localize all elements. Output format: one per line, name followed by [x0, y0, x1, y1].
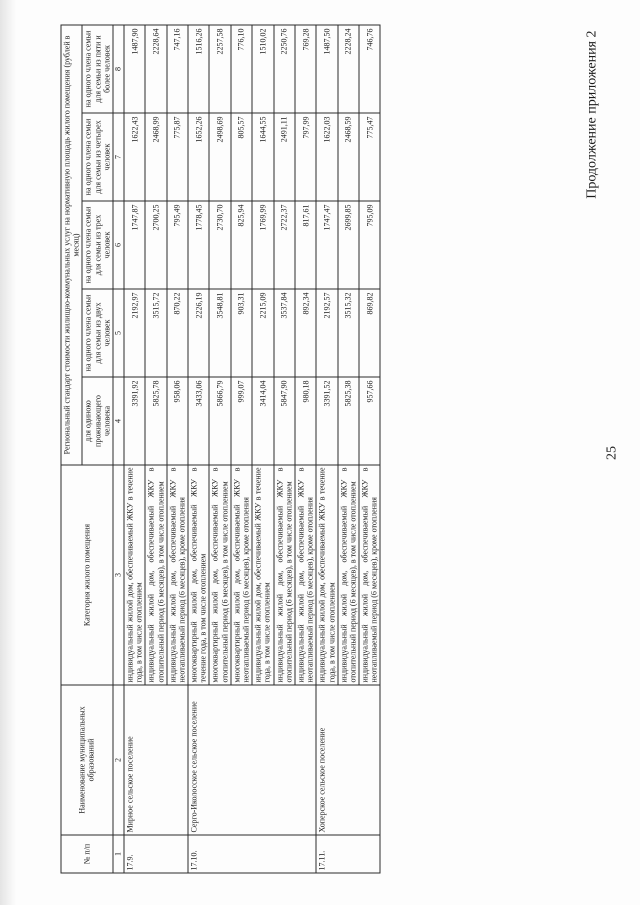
- row-number: 17.11.: [316, 835, 380, 873]
- value-cell: 775,87: [166, 113, 187, 201]
- header-family-4: на одного члена семьи для семьи из четырех человек: [82, 113, 113, 201]
- value-cell: 2498,69: [209, 113, 230, 201]
- value-cell: 2215,09: [252, 289, 273, 377]
- value-cell: 3537,84: [273, 289, 294, 377]
- table-row: [188, 24, 209, 872]
- value-cell: 870,22: [166, 289, 187, 377]
- header-index: 4: [112, 377, 123, 465]
- category-cell: индивидуальный жилой дом, обеспечиваемый ЖКУ в неотапливаемый период (6 месяцев), кроме отопления: [166, 465, 187, 685]
- value-cell: 3515,72: [145, 289, 166, 377]
- header-index: 1: [112, 835, 123, 873]
- value-cell: 869,82: [359, 289, 380, 377]
- value-cell: 3548,81: [209, 289, 230, 377]
- row-number: 17.10.: [188, 835, 316, 873]
- header-family-3: на одного члена семьи для семьи из трех человек: [82, 201, 113, 289]
- value-cell: 999,07: [230, 377, 251, 465]
- value-cell: 5825,38: [337, 377, 358, 465]
- value-cell: 2491,11: [273, 113, 294, 201]
- value-cell: 2257,58: [209, 24, 230, 112]
- value-cell: 5847,90: [273, 377, 294, 465]
- value-cell: 825,94: [230, 201, 251, 289]
- value-cell: 3391,52: [316, 377, 337, 465]
- value-cell: 1487,90: [123, 24, 144, 112]
- header-index: 7: [112, 113, 123, 201]
- value-cell: 2468,99: [145, 113, 166, 201]
- value-cell: 2228,24: [337, 24, 358, 112]
- header-category: Категория жилого помещения: [61, 465, 113, 685]
- header-num: № п/п: [61, 835, 113, 873]
- value-cell: 805,57: [230, 113, 251, 201]
- value-cell: 958,06: [166, 377, 187, 465]
- value-cell: 817,61: [294, 201, 315, 289]
- value-cell: 775,47: [359, 113, 380, 201]
- category-cell: многоквартирный жилой дом, обеспечиваемый ЖКУ в течение года, в том числе отоплением: [188, 465, 209, 685]
- municipality-name: Мирное сельское поселение: [123, 685, 187, 835]
- value-cell: 2699,85: [337, 201, 358, 289]
- value-cell: 1778,45: [188, 201, 209, 289]
- value-cell: 1516,26: [188, 24, 209, 112]
- category-cell: индивидуальный жилой дом, обеспечиваемый ЖКУ в течение года, в том числе отоплением: [123, 465, 144, 685]
- value-cell: 2250,76: [273, 24, 294, 112]
- value-cell: 1652,26: [188, 113, 209, 201]
- category-cell: индивидуальный жилой дом, обеспечиваемый ЖКУ в отопительный период (6 месяцев), в том числе отоплением: [337, 465, 358, 685]
- value-cell: 2226,19: [188, 289, 209, 377]
- category-cell: индивидуальный жилой дом, обеспечиваемый ЖКУ в неотапливаемый период (6 месяцев), кроме отопления: [359, 465, 380, 685]
- category-cell: индивидуальный жилой дом, обеспечиваемый ЖКУ в отопительный период (6 месяцев), в том числе отоплением: [145, 465, 166, 685]
- header-index: 6: [112, 201, 123, 289]
- value-cell: 1747,87: [123, 201, 144, 289]
- category-cell: многоквартирный жилой дом, обеспечиваемый ЖКУ в отопительный период (6 месяцев), в том числе отоплением: [209, 465, 230, 685]
- value-cell: 795,49: [166, 201, 187, 289]
- value-cell: 1487,50: [316, 24, 337, 112]
- value-cell: 3433,06: [188, 377, 209, 465]
- value-cell: 797,99: [294, 113, 315, 201]
- table-row: [123, 24, 144, 872]
- value-cell: 1747,47: [316, 201, 337, 289]
- row-number: 17.9.: [123, 835, 187, 873]
- value-cell: 2192,97: [123, 289, 144, 377]
- category-cell: индивидуальный жилой дом, обеспечиваемый ЖКУ в отопительный период (6 месяцев), в том числе отоплением: [273, 465, 294, 685]
- header-single: для одиноко проживающего человека: [82, 377, 113, 465]
- category-cell: многоквартирный жилой дом, обеспечиваемый ЖКУ в неотапливаемый период (6 месяцев), кроме отопления: [230, 465, 251, 685]
- value-cell: 3515,32: [337, 289, 358, 377]
- value-cell: 776,10: [230, 24, 251, 112]
- value-cell: 2730,70: [209, 201, 230, 289]
- value-cell: 795,09: [359, 201, 380, 289]
- municipality-name: Хоперское сельское поселение: [316, 685, 380, 835]
- value-cell: 2228,64: [145, 24, 166, 112]
- value-cell: 1510,02: [252, 24, 273, 112]
- value-cell: 746,76: [359, 24, 380, 112]
- header-family-2: на одного члена семьи для семьи из двух человек: [82, 289, 113, 377]
- value-cell: 1622,43: [123, 113, 144, 201]
- header-index: 8: [112, 24, 123, 112]
- value-cell: 3414,04: [252, 377, 273, 465]
- value-cell: 1769,99: [252, 201, 273, 289]
- value-cell: 2192,57: [316, 289, 337, 377]
- municipality-name: Серго-Иколосское сельское поселение: [188, 685, 316, 835]
- value-cell: 2722,37: [273, 201, 294, 289]
- value-cell: 1622,03: [316, 113, 337, 201]
- header-standard: Региональный стандарт стоимости жилищно-коммунальных услуг на нормативную площадь жилого помещения (рублей в месяц): [61, 24, 82, 464]
- category-cell: индивидуальный жилой дом, обеспечиваемый ЖКУ в течение года, в том числе отоплением: [316, 465, 337, 685]
- value-cell: 980,18: [294, 377, 315, 465]
- page-number: 25: [604, 445, 619, 460]
- value-cell: 5825,78: [145, 377, 166, 465]
- header-index: 5: [112, 289, 123, 377]
- value-cell: 892,34: [294, 289, 315, 377]
- header-name: Наименование муниципальных образований: [61, 685, 113, 835]
- value-cell: 2700,25: [145, 201, 166, 289]
- standards-table: [60, 24, 380, 873]
- value-cell: 3391,92: [123, 377, 144, 465]
- category-cell: индивидуальный жилой дом, обеспечиваемый ЖКУ в течение года, в том числе отоплением: [252, 465, 273, 685]
- annex-title: Продолжение приложения 2: [584, 30, 599, 199]
- value-cell: 769,28: [294, 24, 315, 112]
- header-index: 2: [112, 685, 123, 835]
- value-cell: 903,31: [230, 289, 251, 377]
- header-index: 3: [112, 465, 123, 685]
- header-family-5: на одного члена семьи для семьи из пяти и более человек: [82, 24, 113, 112]
- category-cell: индивидуальный жилой дом, обеспечиваемый ЖКУ в неотапливаемый период (6 месяцев), кроме отопления: [294, 465, 315, 685]
- value-cell: 2468,59: [337, 113, 358, 201]
- table-row: [316, 24, 337, 872]
- value-cell: 1644,55: [252, 113, 273, 201]
- value-cell: 5866,79: [209, 377, 230, 465]
- value-cell: 957,66: [359, 377, 380, 465]
- value-cell: 747,16: [166, 24, 187, 112]
